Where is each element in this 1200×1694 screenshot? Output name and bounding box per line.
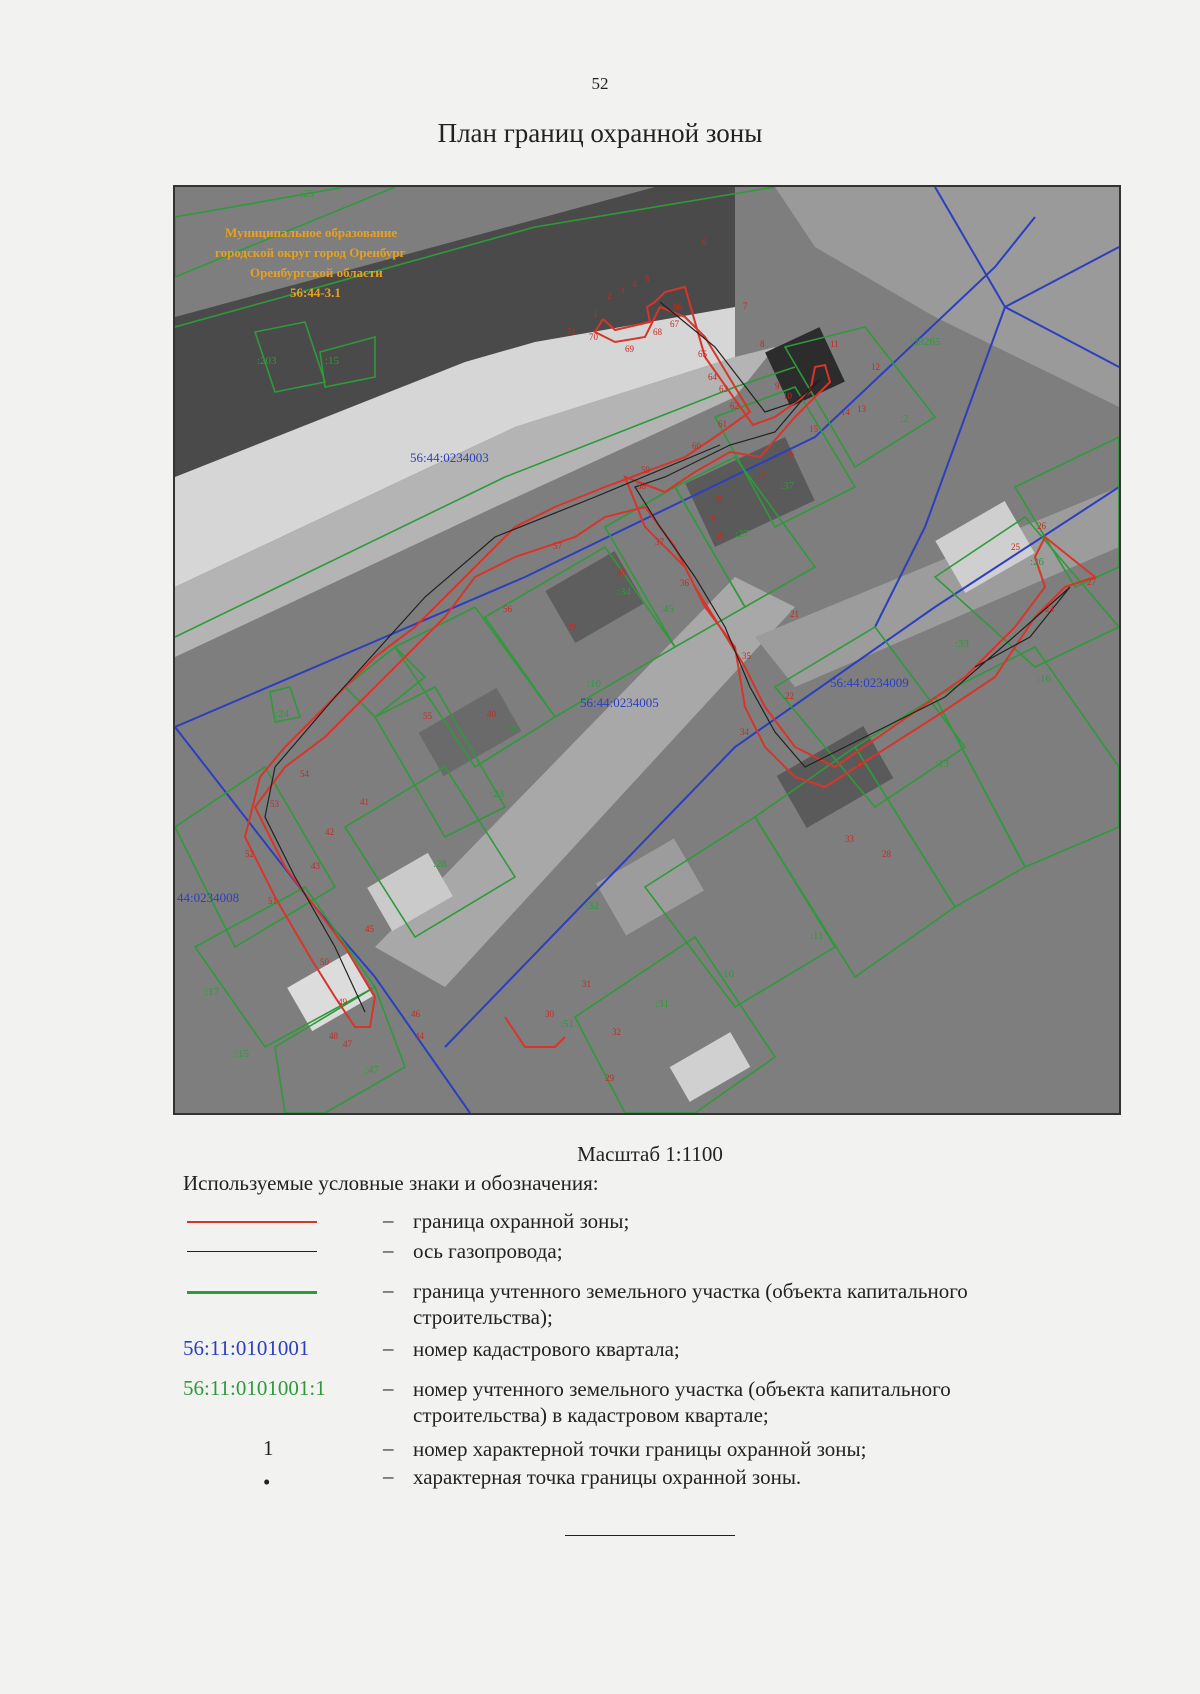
parcel-label: :31: [655, 998, 670, 1010]
legend-text: граница учтенного земельного участка (объекта капитального строительства);: [413, 1279, 968, 1329]
point-number: 12: [871, 362, 880, 372]
legend-dash: –: [383, 1464, 394, 1488]
municipality-line: Муниципальное образование: [225, 225, 398, 240]
legend-dash: –: [383, 1238, 394, 1262]
parcel-label: :10: [587, 678, 602, 690]
point-number: 7: [743, 301, 748, 311]
footer-rule: [565, 1535, 735, 1536]
point-number: 32: [612, 1027, 621, 1037]
point-number: 71: [567, 327, 576, 337]
point-number: 3: [620, 286, 625, 296]
point-number: 9: [775, 381, 780, 391]
point-number: 67: [670, 319, 679, 329]
point-number: 44: [415, 1031, 424, 1041]
parcel-number-sample: 56:11:0101001:1: [183, 1376, 326, 1400]
point-number: 61: [718, 419, 727, 429]
point-number: 14: [841, 407, 850, 417]
point-number: 53: [270, 799, 279, 809]
point-number: 10: [783, 391, 792, 401]
parcel-label: :24: [275, 708, 290, 720]
parcel-label: :10: [720, 968, 735, 980]
point-number: 25: [1011, 542, 1020, 552]
parcel-label: :2: [900, 413, 909, 425]
characteristic-point-sample: •: [263, 1470, 271, 1494]
point-number: 49: [338, 997, 347, 1007]
point-number: 56: [503, 604, 512, 614]
parcel-label: :47: [365, 1064, 380, 1076]
point-number: 41: [360, 797, 369, 807]
point-number: 27: [1087, 577, 1096, 587]
parcel-label: :16: [1037, 673, 1052, 685]
map-scale: Масштаб 1:1100: [577, 1142, 723, 1166]
legend-dash: –: [383, 1376, 394, 1400]
quarter-label: 56:44:0234003: [410, 450, 489, 465]
point-number: 2: [607, 291, 612, 301]
point-number: 17: [757, 471, 766, 481]
municipality-line: Оренбургской области: [250, 265, 383, 280]
parcel-label: :34: [617, 586, 632, 598]
point-number: 64: [708, 372, 717, 382]
point-number: 26: [1037, 521, 1046, 531]
point-number: 16: [785, 449, 794, 459]
point-number: 18: [713, 494, 722, 504]
parcel-label: :51: [560, 1018, 575, 1030]
map-canvas: [175, 187, 1119, 1113]
parcel-label: :15: [235, 1048, 250, 1060]
point-number: 11: [830, 339, 839, 349]
parcel-label: :35: [505, 723, 520, 735]
point-number: 51: [268, 896, 277, 906]
point-number: 38: [617, 567, 626, 577]
legend-text: номер учтенного земельного участка (объекта капитального строительства) в кадастровом квартале;: [413, 1377, 951, 1427]
page-title: План границ охранной зоны: [437, 118, 763, 148]
point-number: 47: [343, 1039, 352, 1049]
point-number: 5: [645, 274, 650, 284]
point-number: 57: [553, 541, 562, 551]
legend-dash: –: [383, 1278, 394, 1302]
point-number: 19: [707, 514, 716, 524]
zone-boundary-line-sample: [187, 1221, 317, 1223]
point-number: 6: [702, 237, 707, 247]
parcel-label: :25: [300, 188, 315, 200]
page-number: 52: [591, 74, 609, 93]
point-number: 65: [698, 349, 707, 359]
point-number: 30: [545, 1009, 554, 1019]
parcel-label: :39265: [910, 336, 941, 348]
point-number: 4: [632, 279, 637, 289]
legend-dash: –: [383, 1336, 394, 1360]
point-number: 37: [655, 537, 664, 547]
point-number: 66: [673, 302, 682, 312]
point-number: 13: [857, 404, 866, 414]
boundary-plan-map[interactable]: [173, 185, 1121, 1115]
parcel-label: :32: [585, 900, 600, 912]
point-number: 1: [593, 309, 598, 319]
pipeline-axis-line-sample: [187, 1251, 317, 1252]
legend-dash: –: [383, 1208, 394, 1232]
parcel-label: :45: [660, 603, 675, 615]
point-number: 54: [300, 769, 309, 779]
parcel-label: :37: [780, 480, 795, 492]
legend-heading: Используемые условные знаки и обозначения:: [183, 1171, 599, 1195]
point-number: 20: [715, 531, 724, 541]
point-number: 60: [692, 441, 701, 451]
legend-dash: –: [383, 1436, 394, 1460]
point-number: 8: [760, 339, 765, 349]
point-number: 68: [653, 327, 662, 337]
point-number: 63: [719, 384, 728, 394]
point-number: 28: [882, 849, 891, 859]
point-number: 69: [625, 344, 634, 354]
point-number: 21: [790, 609, 799, 619]
municipality-line: городской округ город Оренбург: [215, 245, 406, 260]
legend-text: характерная точка границы охранной зоны.: [413, 1465, 802, 1489]
point-number: 35: [742, 651, 751, 661]
quarter-number-sample: 56:11:0101001: [183, 1336, 310, 1360]
parcel-label: :15: [325, 355, 340, 367]
point-number: 45: [365, 924, 374, 934]
point-number: 29: [605, 1073, 614, 1083]
parcel-label: :11: [810, 930, 824, 942]
parcel-label: :26: [1030, 556, 1045, 568]
point-number: 59: [641, 465, 650, 475]
point-number: 43: [311, 861, 320, 871]
point-number: 34: [740, 727, 749, 737]
municipality-line: 56:44-3.1: [290, 285, 341, 300]
point-number: 33: [845, 834, 854, 844]
parcel-label: :23: [490, 788, 505, 800]
point-number: 15: [809, 424, 818, 434]
point-number: 58: [637, 481, 646, 491]
quarter-label: 56:44:0234009: [830, 675, 909, 690]
point-number: 24: [1045, 604, 1054, 614]
point-number: 42: [325, 827, 334, 837]
point-number: 55: [423, 711, 432, 721]
point-number: 48: [329, 1031, 338, 1041]
parcel-label: :33: [955, 638, 970, 650]
legend-text: номер кадастрового квартала;: [413, 1337, 680, 1361]
legend-text: ось газопровода;: [413, 1239, 563, 1263]
point-number: 52: [245, 849, 254, 859]
point-number: 39: [567, 622, 576, 632]
point-number: 62: [730, 401, 739, 411]
point-number: 40: [487, 709, 496, 719]
point-number-sample: 1: [263, 1436, 274, 1460]
point-number: 70: [589, 332, 598, 342]
quarter-label: 44:0234008: [177, 890, 240, 905]
parcel-label: :27: [735, 528, 750, 540]
point-number: 22: [785, 691, 794, 701]
point-number: 46: [411, 1009, 420, 1019]
point-number: 50: [320, 957, 329, 967]
parcel-label: :28: [433, 858, 448, 870]
point-number: 23: [855, 759, 864, 769]
legend-text: номер характерной точки границы охранной зоны;: [413, 1437, 867, 1461]
parcel-label: :17: [205, 986, 220, 998]
quarter-label: 56:44:0234005: [580, 695, 659, 710]
legend-text: граница охранной зоны;: [413, 1209, 630, 1233]
parcel-boundary-line-sample: [187, 1291, 317, 1294]
point-number: 31: [582, 979, 591, 989]
parcel-label: :13: [935, 758, 950, 770]
point-number: 36: [680, 578, 689, 588]
parcel-label: :203: [257, 355, 277, 367]
